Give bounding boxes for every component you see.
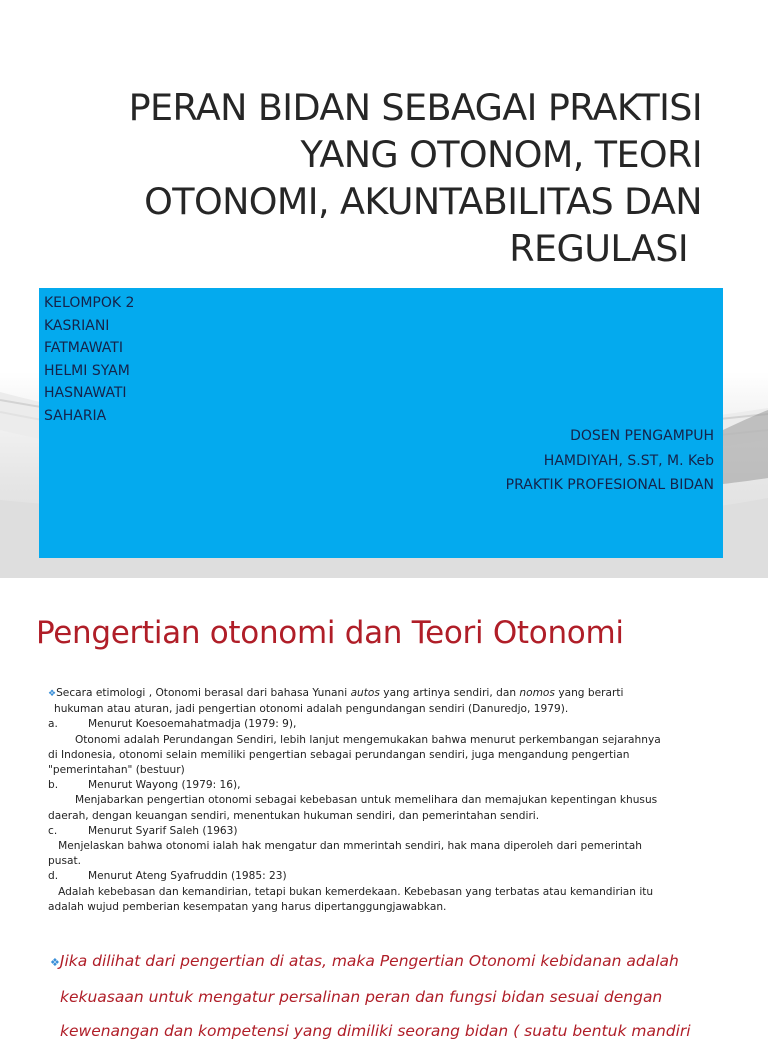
conclusion-line: kewenangan dan kompetensi yang dimiliki seorang bidan ( suatu bentuk mandiri [60, 1022, 691, 1040]
definition-source: Menurut Koesoemahatmadja (1979: 9), [88, 718, 297, 731]
conclusion-paragraph [50, 944, 740, 1048]
member-name: FATMAWATI [44, 340, 123, 356]
definition-text: pusat. [48, 855, 81, 868]
list-item-marker-line: b. Menurut Wayong (1979: 16), [48, 779, 241, 792]
lecturer-name: HAMDIYAH, S.ST, M. Keb [543, 452, 714, 469]
definition-text: Menjelaskan bahwa otonomi ialah hak mengatur dan mmerintah sendiri, hak mana diperoleh dari pemerintah [48, 840, 642, 853]
term-autos: autos [350, 687, 380, 699]
member-name: HASNAWATI [44, 385, 127, 401]
title-line: PERAN BIDAN SEBAGAI PRAKTISI [128, 86, 702, 129]
group-name: KELOMPOK 2 [44, 295, 135, 311]
slide-heading: Pengertian otonomi dan Teori Otonomi [36, 615, 624, 651]
member-name: KASRIANI [44, 317, 110, 334]
definition-text: Otonomi adalah Perundangan Sendiri, lebih lanjut mengemukakan bahwa menurut perkembangan sejarahnya [48, 733, 661, 746]
content-slide [0, 578, 768, 1040]
diamond-bullet-icon: ❖ [48, 689, 57, 699]
member-name: SAHARIA [44, 407, 107, 424]
member-name: HELMI SYAM [44, 362, 130, 379]
definition-source: Menurut Syarif Saleh (1963) [88, 824, 238, 837]
list-item-marker-line: d. Menurut Ateng Syafruddin (1985: 23) [48, 870, 287, 883]
info-box [39, 288, 723, 558]
title-line: YANG OTONOM, TEORI [300, 133, 702, 176]
definition-text: di Indonesia, otonomi selain memiliki pengertian sebagai perundangan sendiri, juga mengandung pengertian [48, 748, 630, 761]
list-item-marker-line: c. Menurut Syarif Saleh (1963) [48, 824, 238, 837]
definition-text: Menjabarkan pengertian otonomi sebagai kebebasan untuk memelihara dan memajukan kepentingan khusus [48, 794, 658, 807]
conclusion-line: ❖Jika dilihat dari pengertian di atas, maka Pengertian Otonomi kebidanan adalah [50, 952, 679, 970]
lecturer-label: DOSEN PENGAMPUH [570, 428, 714, 444]
definition-source: Menurut Wayong (1979: 16), [88, 779, 241, 792]
slide-title [80, 84, 702, 272]
definition-text: Adalah kebebasan dan kemandirian, tetapi bukan kemerdekaan. Kebebasan yang terbatas atau kemandirian itu [48, 885, 654, 898]
term-nomos: nomos [519, 687, 555, 699]
slide-body [48, 686, 728, 915]
definition-source: Menurut Ateng Syafruddin (1985: 23) [88, 870, 287, 883]
group-members [44, 292, 134, 427]
definition-text: "pemerintahan" (bestuur) [48, 764, 185, 777]
diamond-bullet-icon: ❖ [50, 956, 60, 969]
intro-paragraph: ❖Secara etimologi , Otonomi berasal dari bahasa Yunani autos yang artinya sendiri, dan nomos yang berarti [48, 687, 624, 699]
definition-text: daerah, dengan keuangan sendiri, menentukan hukuman sendiri, dan pemerintahan sendiri. [48, 809, 540, 822]
intro-line: hukuman atau aturan, jadi pengertian otonomi adalah pengundangan sendiri (Danuredjo, 1979). [54, 703, 569, 716]
lecturer-info [506, 424, 714, 498]
course-name: PRAKTIK PROFESIONAL BIDAN [505, 477, 714, 493]
list-item-marker-line: a. Menurut Koesoemahatmadja (1979: 9), [48, 718, 297, 731]
title-line: OTONOMI, AKUNTABILITAS DAN [144, 180, 702, 223]
definition-text: adalah wujud pemberian kesempatan yang harus dipertanggungjawabkan. [48, 900, 447, 913]
title-line: REGULASI [509, 227, 688, 270]
conclusion-line: kekuasaan untuk mengatur persalinan peran dan fungsi bidan sesuai dengan [60, 988, 663, 1006]
